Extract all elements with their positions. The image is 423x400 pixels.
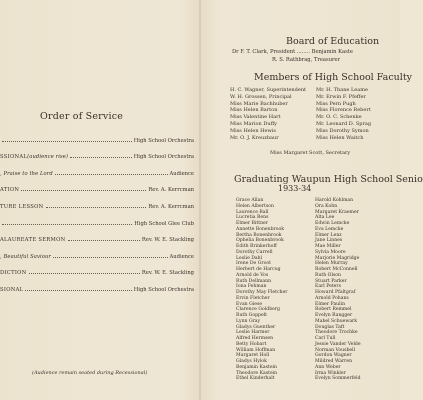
- recessional-note: (Audience remain seated during Recessional): [32, 370, 148, 376]
- faculty-member: Mr. Erwin F. Pfeffer: [316, 93, 366, 100]
- service-performer: High School Orchestra: [133, 286, 194, 293]
- graduate-name: Ann Weber: [315, 364, 341, 370]
- graduate-name: Howard Pfaltgraf: [315, 290, 356, 295]
- graduates-list: [236, 198, 402, 382]
- service-list: [0, 137, 194, 303]
- graduate-name: Elmer Lenz: [315, 232, 342, 238]
- service-performer: Audience: [169, 170, 194, 177]
- service-performer: High School Orchestra: [133, 154, 194, 161]
- leader-dots: [46, 203, 147, 208]
- faculty-secretary: Miss Margaret Scott, Secretary: [270, 150, 351, 156]
- graduate-name: Jane Linnes: [315, 238, 343, 244]
- service-performer: High School Orchestra: [133, 137, 194, 144]
- leader-dots: [25, 286, 131, 291]
- faculty-row: [230, 114, 402, 121]
- service-item: [0, 254, 51, 260]
- graduate-name: Ora Kohn: [315, 203, 338, 209]
- graduate-name: Benjamin Kastein: [236, 364, 277, 370]
- service-performer: Rev. A. Kerrcman: [148, 187, 194, 194]
- service-row: [0, 237, 194, 254]
- graduate-name: Dorothy Carrell: [236, 249, 273, 255]
- faculty-member: Miss Pern Pugh: [316, 100, 356, 107]
- graduate-name: Lucretia Bens: [236, 215, 269, 221]
- graduate-name: William Hoffman: [236, 347, 276, 353]
- graduate-name: Marjorie Magridge: [315, 255, 360, 261]
- graduate-row: [236, 376, 402, 382]
- graduate-name: Leslie Dahl: [236, 255, 263, 261]
- faculty-member: Miss Marion Duffy: [230, 120, 277, 127]
- service-row: [0, 203, 194, 220]
- leader-dots: [29, 270, 140, 275]
- service-item: [0, 187, 19, 193]
- service-row: [0, 154, 194, 171]
- graduate-name: Gladys Hylok: [236, 359, 267, 364]
- service-performer: Rev. W. E. Stackling: [141, 237, 194, 244]
- graduate-name: Norman Vousbell: [315, 347, 356, 353]
- graduate-name: Ophelia Bonenbrook: [236, 238, 284, 244]
- graduate-name: Evelyn Rangger: [315, 313, 353, 318]
- faculty-list: [230, 87, 402, 141]
- service-item-name: ATION: [0, 187, 20, 194]
- graduate-name: Dorothy May Fletcher: [236, 290, 288, 295]
- graduate-name: Gladys Guenther: [236, 324, 276, 330]
- graduate-name: Bertha Bonenbrook: [236, 232, 282, 238]
- graduate-name: Edith Brinkerhoff: [236, 244, 277, 249]
- graduate-name: Margaret Holl: [236, 353, 270, 359]
- board-title: Board of Education: [286, 36, 380, 47]
- graduate-name: Helen Murray: [315, 261, 348, 267]
- service-row: [0, 286, 194, 303]
- service-item-name: SSIONAL: [0, 154, 28, 161]
- service-performer: Rev. A. Kerrcman: [148, 203, 194, 210]
- page-fold: [199, 0, 201, 400]
- graduate-name: Earl Peters: [315, 284, 341, 290]
- graduate-name: Alfred Hermsen: [236, 336, 274, 341]
- graduate-name: Mildred Warren: [315, 359, 353, 364]
- faculty-row: [230, 94, 402, 101]
- right-panel: [202, 0, 423, 400]
- graduate-name: Gordon Wagner: [315, 353, 352, 359]
- graduate-name: Ruth Goppelt: [236, 313, 268, 318]
- service-row: [0, 187, 194, 204]
- service-row: [0, 137, 194, 154]
- graduate-name: Annette Bonenbrook: [236, 226, 285, 232]
- graduate-name: Elmer Bittner: [236, 221, 268, 226]
- graduate-name: Eva Lemcke: [315, 226, 344, 232]
- service-performer: Rev. W. E. Stackling: [141, 270, 194, 277]
- service-row: [0, 220, 194, 237]
- leader-dots: [2, 220, 132, 225]
- faculty-row: [230, 87, 402, 94]
- board-line-2: R. S. Rathbrag, Treasurer: [272, 57, 341, 63]
- graduate-name: Iona Fehman: [236, 284, 267, 290]
- graduate-name: Evan Giese: [236, 301, 263, 307]
- service-item: [0, 270, 27, 276]
- faculty-row: [230, 107, 402, 114]
- graduate-name: Ethel Kinderhalt: [236, 376, 275, 382]
- faculty-title: Members of High School Faculty: [254, 72, 413, 83]
- service-row: [0, 253, 194, 270]
- order-of-service-title: Order of Service: [40, 111, 124, 122]
- service-item-subtitle: , Praise to the Lord: [0, 170, 53, 177]
- service-item: [0, 237, 66, 243]
- leader-dots: [68, 237, 140, 242]
- service-performer: High School Glee Club: [134, 220, 194, 227]
- graduate-name: Lynn Gray: [236, 318, 261, 324]
- graduate-name: Ruth Olson: [315, 272, 341, 278]
- graduate-name: Mabel Schuewark: [315, 318, 358, 324]
- faculty-member: Miss Dorothy Symon: [316, 127, 369, 134]
- graduate-name: Irma Winkler: [315, 370, 346, 376]
- graduates-year: 1933-34: [278, 184, 312, 193]
- leader-dots: [2, 137, 132, 142]
- faculty-member: Mr. O. C. Schenke: [316, 114, 362, 121]
- graduate-name: Jessie Vander Velde: [315, 341, 361, 347]
- service-item-name: ALAUREATE SERMON: [0, 237, 66, 244]
- left-panel: [0, 0, 196, 400]
- graduate-name: Arnold Pohans: [315, 295, 349, 301]
- graduate-name: Irene De Groot: [236, 261, 271, 267]
- graduate-name: Betty Hobart: [236, 341, 267, 347]
- faculty-member: Miss Helen Barton: [230, 107, 278, 114]
- service-item: [0, 154, 68, 160]
- graduate-name: Herbert de Harcug: [236, 267, 281, 272]
- faculty-row: [230, 101, 402, 108]
- graduate-name: Robert McConnell: [315, 267, 358, 272]
- faculty-member: Miss Helen Hewis: [230, 127, 276, 134]
- service-item-name: TURE LESSON: [0, 203, 44, 210]
- service-row: [0, 170, 194, 187]
- graduate-name: Evelyn Sommerfeld: [315, 376, 361, 382]
- service-item: [0, 204, 44, 210]
- faculty-row: [230, 121, 402, 128]
- graduate-name: Elmer Paulin: [315, 301, 346, 307]
- graduate-name: Grace Allan: [236, 198, 264, 203]
- graduate-name: Theodore Trochke: [315, 330, 358, 336]
- faculty-member: Miss Marie Bachhuber: [230, 100, 288, 107]
- service-item-name: DICTION: [0, 270, 27, 277]
- leader-dots: [21, 187, 146, 192]
- service-item-subtitle: (audience rise): [27, 154, 69, 161]
- faculty-member: W. H. Grossen, Principal: [230, 93, 292, 100]
- graduate-name: Ruth Dellmann: [236, 278, 272, 284]
- faculty-row: [230, 135, 402, 142]
- faculty-member: H. C. Wagner, Superintendent: [230, 87, 307, 93]
- graduate-name: Arnold de Vos: [236, 272, 269, 278]
- service-performer: Audience: [169, 253, 194, 260]
- faculty-member: Mr. O. J. Kreuzbaur: [230, 134, 279, 141]
- graduate-name: Laurence Ball: [236, 209, 269, 215]
- graduate-name: Leslie Harmer: [236, 330, 270, 336]
- graduate-name: Edwin Lemcke: [315, 221, 350, 226]
- graduate-name: Mae Miller: [315, 244, 341, 249]
- board-line-1: Dr F. T. Clark, President ........ Benjamin Kaste: [232, 49, 353, 55]
- graduate-name: Theodore Kastein: [236, 370, 278, 376]
- service-item: [0, 287, 23, 293]
- faculty-member: Miss Florence Rebert: [316, 107, 371, 114]
- graduate-name: Douglas Taft: [315, 324, 345, 330]
- leader-dots: [55, 170, 168, 175]
- graduate-name: Helen Albertson: [236, 203, 274, 209]
- graduate-name: Alta Lee: [315, 215, 335, 221]
- graduate-name: Stuart Parker: [315, 278, 347, 284]
- faculty-member: Miss Helen Waitch: [316, 134, 364, 141]
- graduate-name: Carl Tull: [315, 336, 336, 341]
- service-item: [0, 171, 53, 177]
- faculty-member: Mr. H. Thane Leame: [316, 87, 368, 93]
- graduates-title: Graduating Waupun High School Senio: [234, 174, 423, 185]
- graduate-name: Ervin Fletcher: [236, 295, 270, 301]
- faculty-member: Miss Valentine Hart: [230, 114, 281, 121]
- graduate-name: Robert Remmel: [315, 307, 352, 313]
- graduate-name: Margaret Kraemer: [315, 209, 359, 215]
- faculty-row: [230, 128, 402, 135]
- leader-dots: [53, 253, 168, 258]
- service-item-name: SIONAL: [0, 286, 24, 293]
- graduate-name: Clarence Goldberg: [236, 307, 280, 313]
- leader-dots: [70, 154, 132, 159]
- graduate-name: Harold Kohlman: [315, 198, 354, 203]
- service-row: [0, 270, 194, 287]
- graduate-name: Sylvia Moore: [315, 249, 346, 255]
- faculty-member: Mr. Leonard D. Sprag: [316, 120, 372, 127]
- service-item-subtitle: , Beautiful Saviour: [0, 253, 52, 260]
